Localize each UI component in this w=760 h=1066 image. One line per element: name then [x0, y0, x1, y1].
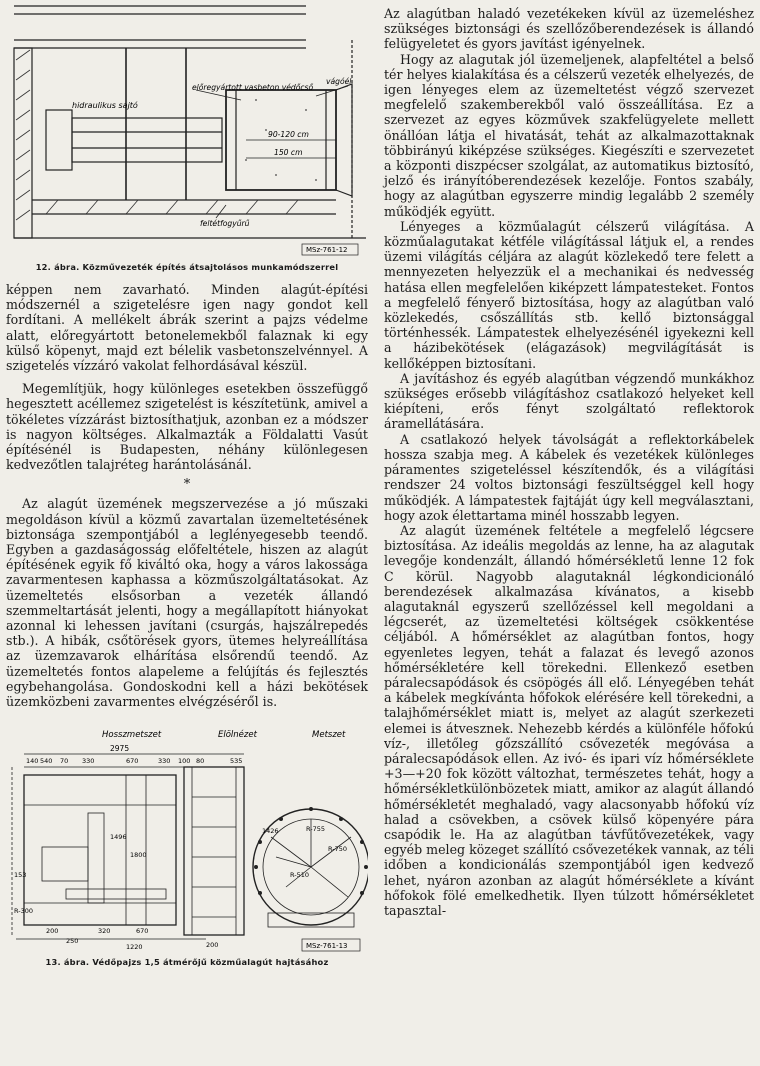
fig12-stamp: MSz-761-12 [306, 246, 348, 254]
figure-13-caption: 13. ábra. Védőpajzs 1,5 átmérőjű közműalagút hajtásához [45, 957, 329, 968]
fig13-dim-535: 535 [230, 757, 243, 766]
fig13-dim-200b: 200 [206, 941, 219, 950]
figure-13-drawing [6, 727, 368, 955]
fig13-dim-1800: 1800 [130, 851, 147, 860]
fig13-stamp: MSz-761-13 [306, 942, 348, 951]
figure-12-caption: 12. ábra. Közművezeték építés átsajtolásos munkamódszerrel [35, 262, 339, 272]
fig12-label-hydraulic: hidraulikus sajtó [72, 101, 138, 110]
fig13-header-longitudinal: Hosszmetszet [102, 730, 162, 741]
fig12-label-dim1: 90-120 cm [268, 130, 309, 139]
fig13-dim-330a: 330 [82, 757, 95, 766]
fig12-label-precast: előregyártott vasbeton védőcső [192, 83, 314, 92]
fig13-dim-80: 80 [196, 757, 205, 766]
fig13-dim-2975: 2975 [110, 744, 130, 754]
fig12-label-support: feltétfogyűrű [200, 219, 250, 228]
fig13-dim-540: 540 [40, 757, 53, 766]
section-separator: * [183, 477, 191, 493]
fig13-dim-670b: 670 [136, 927, 149, 936]
fig13-dim-330b: 330 [158, 757, 171, 766]
right-paragraph-4: A javításhoz és egyéb alagútban végzendő munkákhoz szükséges erősebb világításhoz csatlakozó helyeket kell kiépíteni, erős fényt szolgáltató reflektorok áramellátására. [384, 370, 754, 432]
fig13-dim-140: 140 [26, 757, 39, 766]
left-paragraph-1: képpen nem zavarható. Minden alagút-építési módszernél a szigetelésre igen nagy gondot kell fordítani. A mellékelt ábrák szerint a pajzs védelme alatt, előregyártott betonelemekből falaznak ki egy külső köpenyt, majd ezt bélelik vasbetonszelvénnyel. A szigetelés vízzáró vakolat felhordásával készül. [6, 282, 368, 374]
fig13-dim-200a: 200 [46, 927, 59, 936]
right-paragraph-6: Az alagút üzemének feltétele a megfelelő légcsere biztosítása. Az ideális megoldás az lenne, ha az alagutak levegője kondenzált, állandó hőmérsékletű lenne 12 fok C körül. Nagyobb alagutaknál légkondicionáló berendezések alkalmazása kívánatos, a kisebb alagutaknál egyszerű szellőzéssel kell megoldani a légcserét, az üzemeltetési költségek csökkentése céljából. A hőmérséklet az alagútban fontos, hogy egyenletes legyen, tehát a falazat és levegő azonos hőmérsékletére kell törekedni. Ellenkező esetben páralecsapódások és csöpögés áll elő. Lényegében tehát a kábelek megkívánta hőfokok elérésére kell törekedni, a talajhőmérséklet miatt is, melyet az alagút szerkezeti elemei is átvesznek. Nehezebb kérdés a különféle hőfokú víz-, illetőleg gőzszállító csővezeték megóvása a páralecsapódások ellen. Az ivó- és ipari víz hőmérséklete +3—+20 fok között változhat, természetes tehát, hogy a hőmérsékletkülönbözetek miatt, amikor az alagút állandó hőmérsékletét meghaladó, vagy alacsonyabb hőfokú víz halad a csövekben, a csövek külső köpenyére pára csapódik le. Ha az alagútban távfűtővezetékek, vagy egyéb meleg közeget szállító csővezetékek vannak, az téli időben a kondicionálás szempontjából igen kedvező lehet, nyáron azonban az alagút hőmérséklete a kívánt hőfokok fölé emelkedhetik. Ilyen túlzott hőmérsékletet tapasztal- [384, 522, 754, 918]
right-paragraph-3: Lényeges a közműalagút célszerű világítása. A közműalagutakat kétféle világítással látjuk el, a rendes üzemi világítás céljára az alagút közlekedő tere felett a mennyezeten helyezzük el a mechanikai és nedvesség hatása ellen megfelelően kiképzett lámpatesteket. Fontos a megfelelő fényerő biztosítása, hogy az alagútban való közlekedés, csőszállítás stb. kellő biztonsággal történhessék. Lámpatestek elhelyezésénél igyekezni kell a házibekötések (elágazások) megvilágítását is kellőképpen biztosítani. [384, 218, 754, 371]
fig13-dim-r510: R-510 [290, 871, 310, 880]
left-paragraph-2: Megemlítjük, hogy különleges esetekben összefüggő hegesztett acéllemez szigetelést is készítetünk, amivel a tökéletes vízzárást biztosíthatjuk, azonban ez a módszer is nagyon költséges. Alkalmazták a Földalatti Vasút építésénél is Budapesten, néhány különlegesen kedvezőtlen talajréteg harántolásánál. [6, 381, 368, 473]
fig13-dim-670a: 670 [126, 757, 139, 766]
right-paragraph-2: Hogy az alagutak jól üzemeljenek, alapfeltétel a belső tér helyes kialakítása és a célszerű vezeték elhelyezés, de igen lényeges elem az üzemeltetést végző szervezet megfelelő szakemberekből való összeállítása. Ez a szervezet az egyes közművek szakfelügyelete mellett önállóan látja el hivatását, tehát az alkalmazottaknak többirányú kiképzése szükséges. Kiegészíti e szervezetet a központi diszpécser szolgálat, az automatikus biztosító, jelző és irányítóberendezések kezelője. Fontos szabály, hogy az alagútban egyszerre mindig legalább 2 személy működjék együtt. [384, 51, 754, 219]
fig13-header-section: Metszet [312, 730, 346, 741]
fig12-label-cutter: vágóél [326, 77, 352, 86]
left-column [6, 0, 368, 967]
fig12-label-dim2: 150 cm [274, 148, 303, 157]
fig13-header-front: Elölnézet [218, 730, 257, 741]
fig13-dim-r750: R-750 [328, 845, 348, 854]
fig13-dim-320: 320 [98, 927, 111, 936]
right-column [384, 6, 754, 918]
right-paragraph-5: A csatlakozó helyek távolságát a reflektorkábelek hossza szabja meg. A kábelek és vezetékek különleges páramentes szigeteléssel készítendők, és a világítási rendszer 24 voltos biztonsági feszültséggel kell hogy működjék. A lámpatestek fajtáját úgy kell megválasztani, hogy azok élettartama minél hosszabb legyen. [384, 431, 754, 523]
fig13-dim-r300: R-300 [14, 907, 34, 916]
fig13-dim-250: 250 [66, 937, 79, 946]
fig13-dim-1496: 1496 [110, 833, 127, 842]
figure-12-drawing [6, 0, 368, 258]
fig13-dim-1220: 1220 [126, 943, 143, 952]
right-paragraph-1: Az alagútban haladó vezetékeken kívül az üzemeléshez szükséges biztonsági és szellőzőberendezések is állandó felügyeletet és gyors javítást igényelnek. [384, 6, 754, 52]
fig13-dim-70: 70 [60, 757, 69, 766]
fig13-dim-153: 153 [14, 871, 27, 880]
left-paragraph-3: Az alagút üzemének megszervezése a jó műszaki megoldáson kívül a közmű zavartalan üzemeltetésének biztonsága szempontjából a leglényegesebb teendő. Egyben a gazdaságosság előfeltétele, hiszen az alagút építésének egyik fő kiváltó oka, hogy a város lakossága zavarmentesen kaphassa a közműszolgáltatásokat. Az üzemeltetés elsősorban a vezeték állandó szemmeltartását jelenti, hogy a megállapított hiányokat azonnal ki lehessen javítani (csurgás, hajszálrepedés stb.). A hibák, csőtörések gyors, ütemes helyreállítása az üzemzavarok elhárítása elsőrendű teendő. Az üzemeltetés fontos alapeleme a felújítás és fejlesztés egybehangolása. Gondoskodni kell a házi bekötések üzemközbeni zavarmentes elvégzéséről is. [6, 496, 368, 710]
fig13-dim-100: 100 [178, 757, 191, 766]
fig13-dim-r755: R-755 [306, 825, 326, 834]
fig13-dim-1426: 1426 [262, 827, 279, 836]
